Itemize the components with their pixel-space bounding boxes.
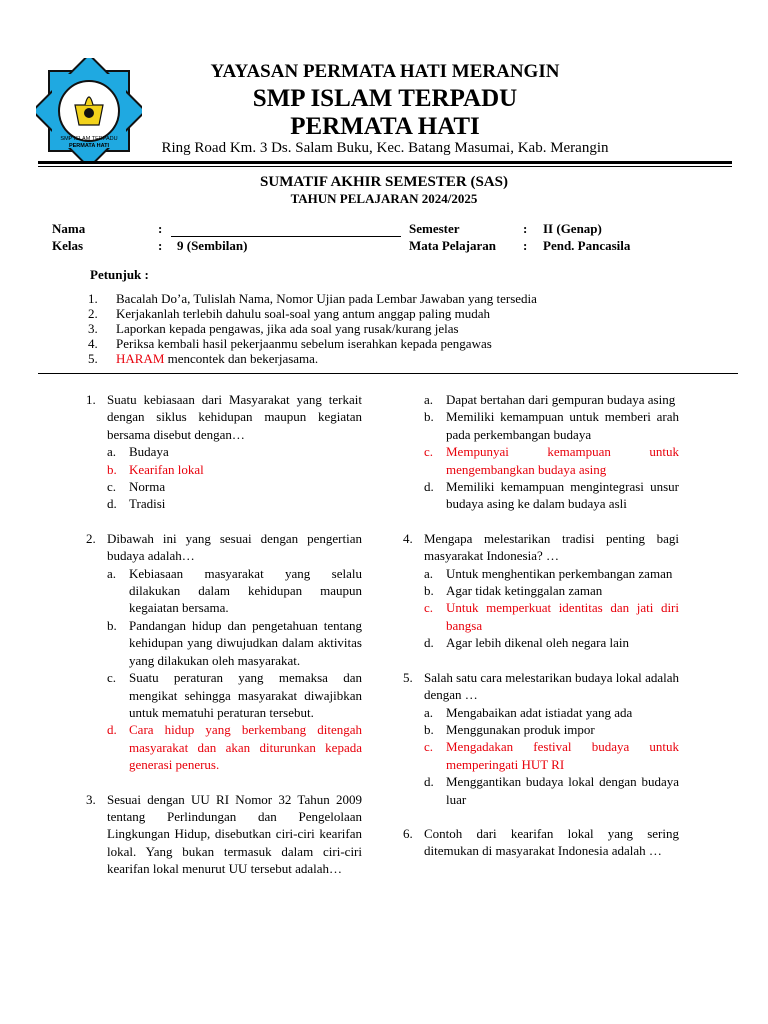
option-2a[interactable]: a. Kebiasaan masyarakat yang selalu dilakukan dalam kehidupan maupun kegaiatan bersama. bbox=[107, 565, 362, 616]
question-text: Sesuai dengan UU RI Nomor 32 Tahun 2009 tentang Perlindungan dan Pengelolaan Lingkungan Hidup, disebutkan ciri-ciri kearifan lokal. Yang bukan termasuk dalam ciri-ciri kearifan lokal menurut UU tersebut adalah… bbox=[107, 791, 362, 877]
option-2d[interactable]: d. Cara hidup yang berkembang ditengah masyarakat dan akan diturunkan kepada generasi penerus. bbox=[107, 722, 362, 773]
question-number: 2. bbox=[86, 530, 96, 546]
section-divider bbox=[38, 373, 738, 374]
mapel-colon: : bbox=[523, 238, 528, 253]
school-name-line1: SMP ISLAM TERPADU bbox=[252, 85, 518, 112]
option-1a[interactable]: a. Budaya bbox=[107, 444, 169, 460]
logo-text-bottom: PERMATA HATI bbox=[68, 143, 110, 149]
question-number: 5. bbox=[403, 669, 413, 685]
kelas-label: Kelas bbox=[52, 238, 84, 253]
option-1c[interactable]: c. Norma bbox=[107, 479, 166, 495]
instruction-number: 4. bbox=[88, 336, 98, 351]
mapel-value: Pend. Pancasila bbox=[543, 238, 631, 253]
question-6 bbox=[403, 825, 679, 860]
option-5b[interactable]: b. Menggunakan produk impor bbox=[424, 721, 595, 737]
exam-title: SUMATIF AKHIR SEMESTER (SAS) bbox=[260, 174, 508, 190]
instruction-number: 1. bbox=[88, 291, 98, 306]
logo-text-top: SMP ISLAM TERPADU bbox=[60, 136, 118, 142]
option-2c[interactable]: c. Suatu peraturan yang memaksa dan mengikat sehingga masyarakat diwajibkan untuk mematuhi peraturan tersebut. bbox=[107, 670, 362, 720]
instruction-text: mencontek dan bekerjasama. bbox=[164, 351, 319, 366]
option-4c[interactable]: c. Untuk memperkuat identitas dan jati diri bangsa bbox=[424, 600, 679, 633]
option-5c[interactable]: c. Mengadakan festival budaya untuk memperingati HUT RI bbox=[424, 739, 679, 772]
school-name-line2: PERMATA HATI bbox=[290, 113, 480, 140]
kelas-colon: : bbox=[158, 238, 163, 253]
header-divider-thin bbox=[38, 166, 732, 167]
question-1 bbox=[86, 391, 362, 443]
question-number: 4. bbox=[403, 530, 413, 546]
instruction-item bbox=[88, 336, 537, 351]
instruction-number: 5. bbox=[88, 351, 98, 366]
instruction-number: 2. bbox=[88, 306, 98, 321]
option-1b[interactable]: b. Kearifan lokal bbox=[107, 461, 204, 477]
exam-year: TAHUN PELAJARAN 2024/2025 bbox=[290, 191, 478, 206]
instruction-text: Laporkan kepada pengawas, jika ada soal yang rusak/kurang jelas bbox=[116, 321, 459, 336]
question-number: 3. bbox=[86, 791, 96, 807]
instruction-list bbox=[88, 291, 537, 366]
question-text: Mengapa melestarikan tradisi penting bagi masyarakat Indonesia? … bbox=[424, 530, 679, 564]
instruction-text: Bacalah Do’a, Tulislah Nama, Nomor Ujian pada Lembar Jawaban yang tersedia bbox=[116, 291, 537, 306]
left-column bbox=[86, 391, 362, 878]
instruction-item bbox=[88, 321, 537, 336]
question-number: 1. bbox=[86, 392, 96, 407]
option-3a[interactable]: a. Dapat bertahan dari gempuran budaya asing bbox=[424, 392, 676, 407]
header-divider-thick bbox=[38, 161, 732, 164]
instruction-item bbox=[88, 291, 537, 306]
semester-label: Semester bbox=[409, 221, 460, 236]
instruction-number: 3. bbox=[88, 321, 98, 336]
question-4 bbox=[403, 530, 679, 565]
right-column bbox=[403, 391, 679, 860]
instruction-text: Periksa kembali hasil pekerjaanmu sebelum iserahkan kepada pengawas bbox=[116, 336, 492, 351]
mapel-label: Mata Pelajaran bbox=[409, 238, 497, 253]
option-1d[interactable]: d. Tradisi bbox=[107, 496, 166, 512]
nama-answer-line[interactable] bbox=[171, 236, 401, 237]
petunjuk-title: Petunjuk : bbox=[90, 267, 149, 282]
question-text: Contoh dari kearifan lokal yang sering ditemukan di masyarakat Indonesia adalah … bbox=[424, 825, 679, 859]
semester-colon: : bbox=[523, 221, 528, 236]
option-3c[interactable]: c. Mempunyai kemampuan untuk mengembangkan budaya asing bbox=[424, 444, 679, 477]
option-4b[interactable]: b. Agar tidak ketinggalan zaman bbox=[424, 583, 603, 599]
option-4a[interactable]: a. Untuk menghentikan perkembangan zaman bbox=[424, 565, 673, 581]
instruction-item bbox=[88, 306, 537, 321]
option-5a[interactable]: a. Mengabaikan adat istiadat yang ada bbox=[424, 704, 633, 720]
instruction-text: Kerjakanlah terlebih dahulu soal-soal yang antum anggap paling mudah bbox=[116, 306, 490, 321]
option-5d[interactable]: d. Menggantikan budaya lokal dengan budaya luar bbox=[424, 774, 679, 807]
question-3 bbox=[86, 791, 362, 878]
nama-colon: : bbox=[158, 221, 163, 236]
question-5 bbox=[403, 669, 679, 704]
question-text: Suatu kebiasaan dari Masyarakat yang terkait dengan siklus kehidupan maupun kegiatan bersama disebut dengan… bbox=[107, 392, 362, 442]
option-2b[interactable]: b. Pandangan hidup dan pengetahuan tentang kehidupan yang diwujudkan dalam aktivitas yang dilakukan oleh masyarakat. bbox=[107, 617, 362, 668]
option-3d[interactable]: d. Memiliki kemampuan mengintegrasi unsur budaya asing ke dalam budaya asli bbox=[424, 479, 679, 512]
semester-value: II (Genap) bbox=[543, 221, 602, 236]
question-2 bbox=[86, 530, 362, 565]
instruction-item bbox=[88, 351, 537, 366]
school-address: Ring Road Km. 3 Ds. Salam Buku, Kec. Batang Masumai, Kab. Merangin bbox=[161, 140, 609, 156]
option-4d[interactable]: d. Agar lebih dikenal oleh negara lain bbox=[424, 635, 630, 651]
question-text: Dibawah ini yang sesuai dengan pengertian budaya adalah… bbox=[107, 530, 362, 564]
option-3b[interactable]: b. Memiliki kemampuan untuk memberi arah pada perkembangan budaya bbox=[424, 409, 679, 442]
nama-label: Nama bbox=[52, 221, 86, 236]
foundation-name: YAYASAN PERMATA HATI MERANGIN bbox=[210, 61, 560, 82]
question-text: Salah satu cara melestarikan budaya lokal adalah dengan … bbox=[424, 669, 679, 703]
question-number: 6. bbox=[403, 825, 413, 841]
instruction-highlight: HARAM bbox=[116, 351, 165, 366]
kelas-value: 9 (Sembilan) bbox=[177, 238, 248, 253]
